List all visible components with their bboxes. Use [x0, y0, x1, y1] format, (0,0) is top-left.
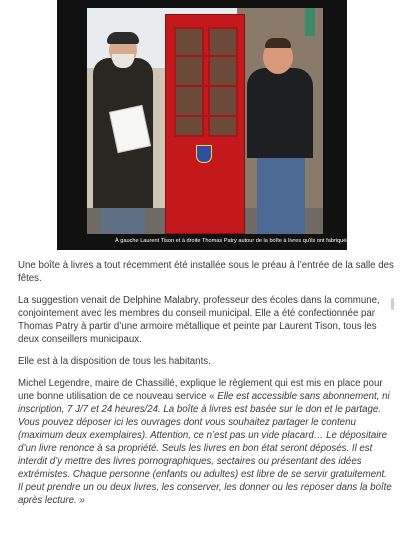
article-paragraph: La suggestion venait de Delphine Malabry, professeur des écoles dans la commune, conjointement avec les membres du conseil municipal. Elle a été confectionnée par Thomas Patry à partir d’une armoire métallique et peinte par Laurent Tison, tous les deux conseillers municipaux. [18, 295, 380, 345]
article-paragraph: Une boîte à livres a tout récemment été installée sous le préau à l’entrée de la salle des fêtes. [18, 260, 394, 284]
mayor-quote: Elle est accessible sans abonnement, ni inscription, 7 J/7 et 24 heures/24. La boîte à livres est basée sur le don et le partage. Vous pouvez déposer ici les ouvrages dont vous souhaitez partager le contenu (maximum deux exemplaires). Attention, ce n’est pas un vide placard… Le dépositaire d’un livre renonce à sa propriété. Seuls les livres en bon état seront déposés. Il est interdit d’y mettre des livres pornographiques, sectaires ou présentant des idées extrémistes. Chaque personne (enfants ou adultes) est libre de se servir gratuitement. Il peut prendre un ou deux livres, les conserver, les donner ou les reposer dans la boîte après lecture. » [18, 391, 392, 506]
cabinet-shelf [176, 55, 236, 57]
article-paragraph: Elle est à la disposition de tous les habitants. [18, 356, 211, 367]
man-right-body [247, 68, 313, 158]
cabinet-shelf [176, 115, 236, 117]
commune-crest [196, 145, 212, 163]
man-right-hair [265, 38, 291, 48]
quote-intro: Michel Legendre, maire de Chassillé, explique le règlement qui est mis en place pour une bonne utilisation de ce nouveau service « [18, 378, 383, 402]
man-right-legs [257, 156, 305, 234]
photo-sign [305, 8, 315, 36]
article-body [18, 259, 394, 516]
photo-caption: À gauche Laurent Tison et à droite Thomas Patry autour de la boîte à livres qu'ils ont fabriquée. | LE MAINE LIBRE [115, 238, 400, 244]
article-photo-figure [57, 0, 400, 250]
man-left-cap [107, 32, 139, 44]
cabinet-shelf [176, 85, 236, 87]
cabinet-glass-left [174, 27, 204, 137]
article-photo[interactable] [87, 8, 323, 234]
cabinet-glass-right [208, 27, 238, 137]
red-book-cabinet [165, 14, 245, 234]
article-paragraph [18, 377, 394, 507]
